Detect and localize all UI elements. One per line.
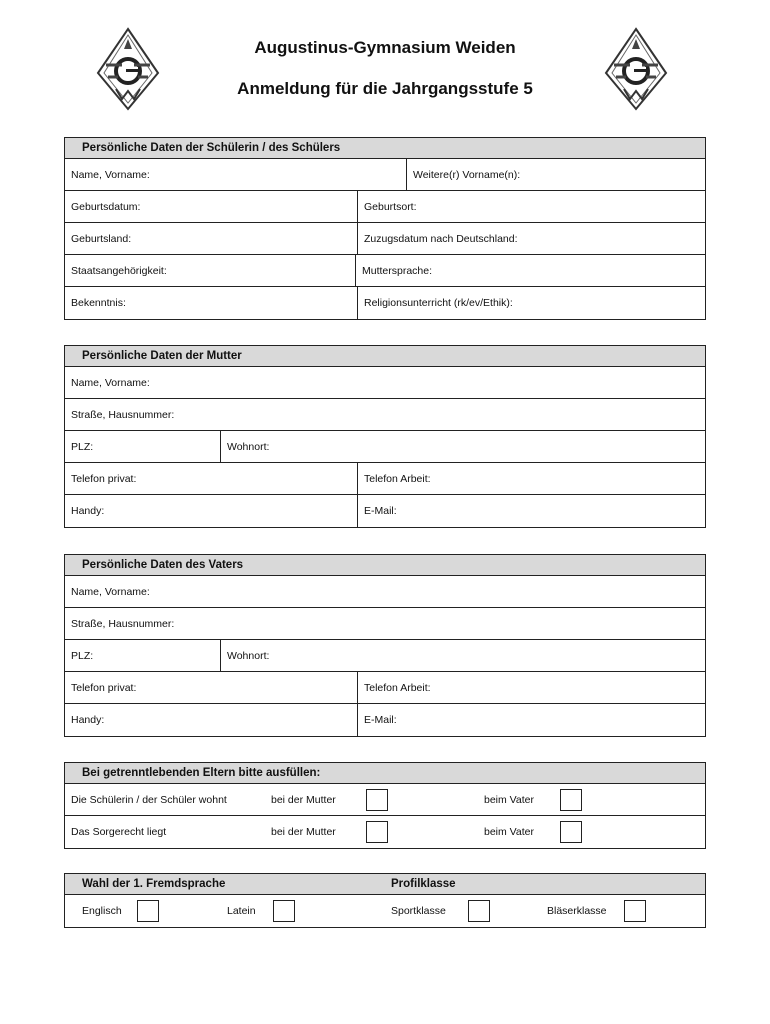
language-heading: Wahl der 1. Fremdsprache xyxy=(82,878,226,890)
sports-class-label: Sportklasse xyxy=(391,905,446,917)
student-section xyxy=(64,137,706,320)
mother-phone-private-field[interactable]: Telefon privat: xyxy=(71,473,137,485)
student-birth-country-field[interactable]: Geburtsland: xyxy=(71,233,132,245)
father-section xyxy=(64,554,706,737)
mother-zip-field[interactable]: PLZ: xyxy=(71,441,94,453)
mother-row-phone xyxy=(65,463,705,495)
student-religion-field[interactable]: Bekenntnis: xyxy=(71,297,126,309)
student-row-country xyxy=(65,223,705,255)
father-row-name xyxy=(65,576,705,608)
separated-section-heading: Bei getrenntlebenden Eltern bitte ausfüllen: xyxy=(65,763,705,784)
choices-section-heading xyxy=(65,874,705,895)
student-row-birth xyxy=(65,191,705,223)
english-checkbox[interactable] xyxy=(137,900,159,922)
custody-father-label: beim Vater xyxy=(484,826,534,838)
father-phone-private-field[interactable]: Telefon privat: xyxy=(71,682,137,694)
custody-mother-label: bei der Mutter xyxy=(271,826,336,838)
student-religion-class-field[interactable]: Religionsunterricht (rk/ev/Ethik): xyxy=(357,287,705,319)
mother-section xyxy=(64,345,706,528)
father-street-field[interactable]: Straße, Hausnummer: xyxy=(71,618,175,630)
student-birth-date-field[interactable]: Geburtsdatum: xyxy=(71,201,141,213)
mother-phone-work-field[interactable]: Telefon Arbeit: xyxy=(357,463,705,494)
father-row-phone xyxy=(65,672,705,704)
residence-mother-label: bei der Mutter xyxy=(271,794,336,806)
custody-row xyxy=(65,816,705,848)
custody-father-checkbox[interactable] xyxy=(560,821,582,843)
student-citizenship-field[interactable]: Staatsangehörigkeit: xyxy=(71,265,167,277)
student-name-field[interactable]: Name, Vorname: xyxy=(71,169,150,181)
residence-label: Die Schülerin / der Schüler wohnt xyxy=(71,794,227,806)
residence-father-checkbox[interactable] xyxy=(560,789,582,811)
father-row-street xyxy=(65,608,705,640)
choices-row xyxy=(65,895,705,927)
father-email-field[interactable]: E-Mail: xyxy=(357,704,705,736)
mother-row-contact xyxy=(65,495,705,527)
father-row-contact xyxy=(65,704,705,736)
student-move-date-field[interactable]: Zuzugsdatum nach Deutschland: xyxy=(357,223,705,254)
residence-mother-checkbox[interactable] xyxy=(366,789,388,811)
student-birth-place-field[interactable]: Geburtsort: xyxy=(357,191,705,222)
student-row-name xyxy=(65,159,705,191)
custody-label: Das Sorgerecht liegt xyxy=(71,826,167,838)
mother-city-field[interactable]: Wohnort: xyxy=(220,431,705,462)
father-row-address xyxy=(65,640,705,672)
latin-checkbox[interactable] xyxy=(273,900,295,922)
brass-class-label: Bläserklasse xyxy=(547,905,607,917)
sports-class-checkbox[interactable] xyxy=(468,900,490,922)
mother-mobile-field[interactable]: Handy: xyxy=(71,505,105,517)
latin-label: Latein xyxy=(227,905,256,917)
father-zip-field[interactable]: PLZ: xyxy=(71,650,94,662)
student-other-names-field[interactable]: Weitere(r) Vorname(n): xyxy=(406,159,705,190)
student-row-citizenship xyxy=(65,255,705,287)
mother-section-heading: Persönliche Daten der Mutter xyxy=(65,346,705,367)
father-section-heading: Persönliche Daten des Vaters xyxy=(65,555,705,576)
residence-father-label: beim Vater xyxy=(484,794,534,806)
student-native-language-field[interactable]: Muttersprache: xyxy=(355,255,705,286)
custody-mother-checkbox[interactable] xyxy=(366,821,388,843)
father-mobile-field[interactable]: Handy: xyxy=(71,714,105,726)
separated-parents-section xyxy=(64,762,706,849)
father-city-field[interactable]: Wohnort: xyxy=(220,640,705,671)
father-phone-work-field[interactable]: Telefon Arbeit: xyxy=(357,672,705,703)
mother-name-field[interactable]: Name, Vorname: xyxy=(71,377,150,389)
profile-heading: Profilklasse xyxy=(391,878,456,890)
father-name-field[interactable]: Name, Vorname: xyxy=(71,586,150,598)
choices-section xyxy=(64,873,706,928)
mother-row-street xyxy=(65,399,705,431)
student-row-religion xyxy=(65,287,705,319)
english-label: Englisch xyxy=(82,905,122,917)
school-name: Augustinus-Gymnasium Weiden xyxy=(254,38,516,57)
student-section-heading: Persönliche Daten der Schülerin / des Schülers xyxy=(65,138,705,159)
brass-class-checkbox[interactable] xyxy=(624,900,646,922)
mother-street-field[interactable]: Straße, Hausnummer: xyxy=(71,409,175,421)
form-title: Anmeldung für die Jahrgangsstufe 5 xyxy=(237,79,533,98)
mother-row-name xyxy=(65,367,705,399)
mother-email-field[interactable]: E-Mail: xyxy=(357,495,705,527)
residence-row xyxy=(65,784,705,816)
mother-row-address xyxy=(65,431,705,463)
